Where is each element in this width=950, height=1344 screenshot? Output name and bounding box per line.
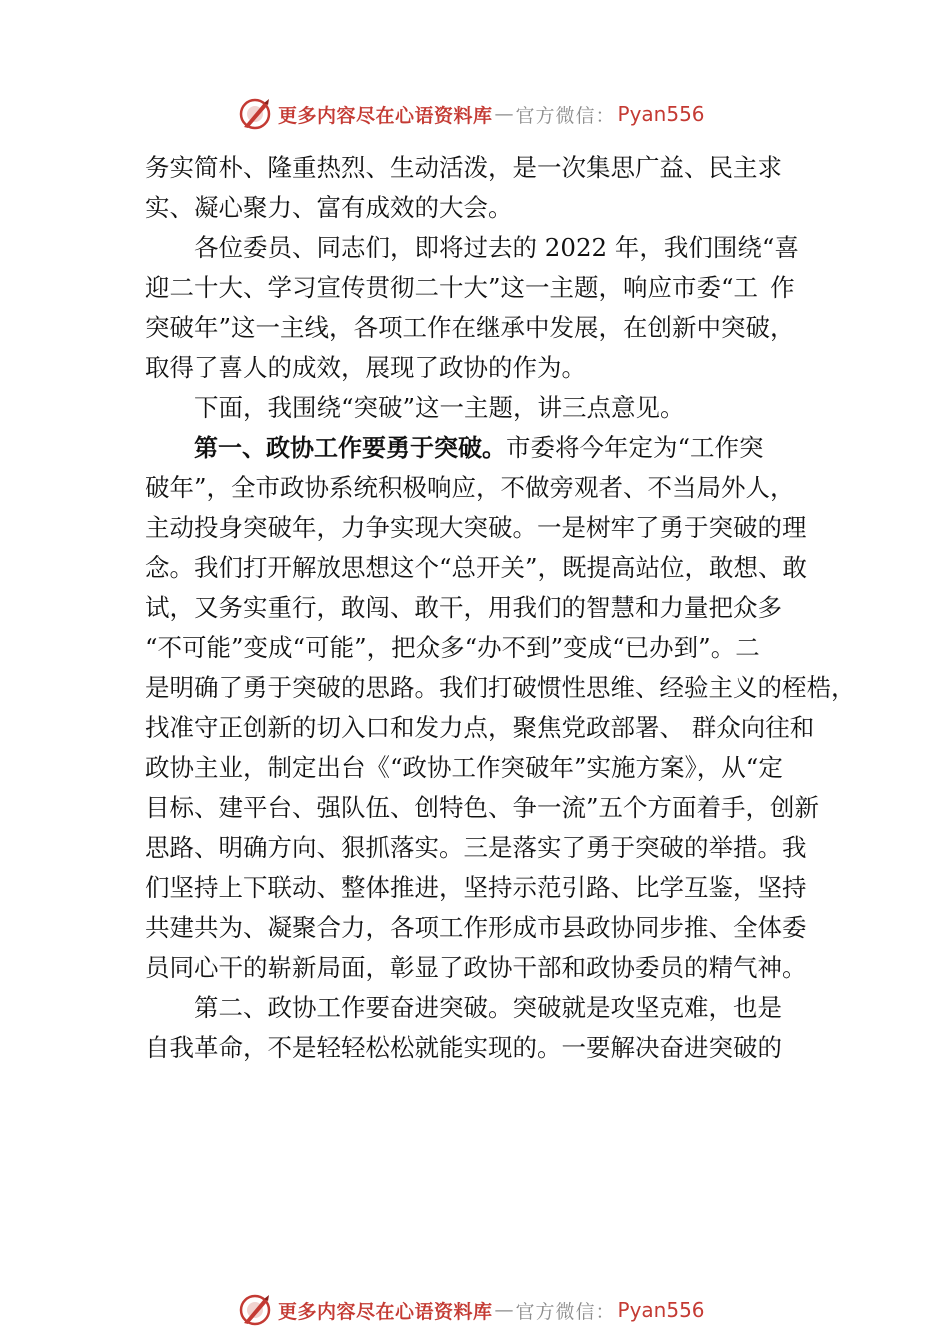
text-line: 找准守正创新的切入口和发力点，聚焦党政部署、 群众向往和 [145,713,815,742]
text-line [145,268,825,308]
banner-brand-text: 更多内容尽在心语资料库 [278,104,493,127]
text-line: 共建共为、凝聚合力，各项工作形成市县政协同步推、全体委 [145,913,807,942]
text-line: 员同心干的崭新局面，彰显了政协干部和政协委员的精气神。 [145,953,807,982]
text-line: 试，又务实重行，敢闯、敢干，用我们的智慧和力量把众多 [145,593,782,622]
text-line: 主动投身突破年，力争实现大突破。一是树牢了勇于突破的理 [145,513,807,542]
text-line [145,428,825,468]
banner-wechat-label: 官方微信： [515,1300,616,1323]
text-line: 下面，我围绕“突破”这一主题，讲三点意见。 [194,393,685,422]
text-line: “不可能”变成“可能”，把众多“办不到”变成“已办到”。二 [145,633,760,662]
document-body [145,148,856,1068]
text-line: 政协主业，制定出台《“政协工作突破年”实施方案》，从“定 [145,753,783,782]
text-segment: 市委将今年定为“工作突 [506,433,764,462]
section-heading: 第一、政协工作要勇于突破。 [194,434,506,462]
banner-dash: — [494,103,514,125]
text-line: 自我革命，不是轻轻松松就能实现的。一要解决奋进突破的 [145,1033,782,1062]
text-line: 思路、明确方向、狠抓落实。三是落实了勇于突破的举措。我 [145,833,807,862]
header-banner [238,94,705,134]
text-line: 取得了喜人的成效，展现了政协的作为。 [145,353,586,382]
text-line: 是明确了勇于突破的思路。我们打破惯性思维、经验主义的桎梏， [145,673,856,702]
text-line: 突破年”这一主线，各项工作在继承中发展，在创新中突破， [145,313,795,342]
banner-wechat-id: Pyan556 [617,102,705,126]
banner-brand-text: 更多内容尽在心语资料库 [278,1300,493,1323]
text-line: 第二、政协工作要奋进突破。突破就是攻坚克难，也是 [194,993,782,1022]
banner-wechat-label: 官方微信： [515,104,616,127]
banner-wechat-id: Pyan556 [617,1298,705,1322]
text-segment: 作 [770,273,795,302]
banner-dash: — [494,1299,514,1321]
text-line: 实、凝心聚力、富有成效的大会。 [145,193,513,222]
quill-seal-icon [238,1293,272,1327]
text-line: 们坚持上下联动、整体推进，坚持示范引路、比学互鉴，坚持 [145,873,807,902]
text-segment: 迎二十大、学习宣传贯彻二十大”这一主题，响应市委“工 [145,273,759,302]
footer-banner [238,1290,705,1330]
text-line: 务实简朴、隆重热烈、生动活泼，是一次集思广益、民主求 [145,153,782,182]
text-line: 破年”，全市政协系统积极响应，不做旁观者、不当局外人， [145,473,795,502]
text-line: 目标、建平台、强队伍、创特色、争一流”五个方面着手，创新 [145,793,820,822]
text-line: 念。我们打开解放思想这个“总开关”，既提高站位，敢想、敢 [145,553,808,582]
text-line: 各位委员、同志们，即将过去的 2022 年，我们围绕“喜 [194,233,799,262]
quill-seal-icon [238,97,272,131]
